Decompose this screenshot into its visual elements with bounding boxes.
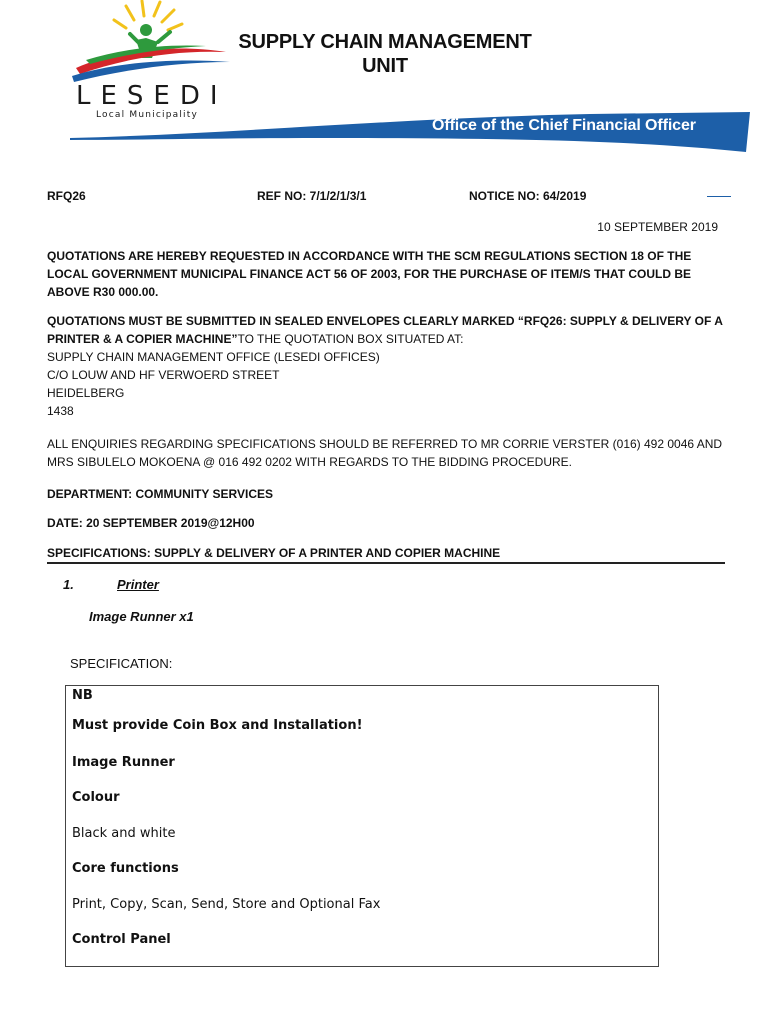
item-name: Printer bbox=[117, 577, 159, 592]
title-line-1: SUPPLY CHAIN MANAGEMENT bbox=[238, 31, 532, 53]
address-line: C/O LOUW AND HF VERWOERD STREET bbox=[47, 368, 280, 382]
specification-label: SPECIFICATION: bbox=[70, 656, 173, 671]
ref-number: REF NO: 7/1/2/1/3/1 bbox=[257, 189, 367, 203]
specification-box bbox=[65, 685, 659, 967]
svg-text:LESEDI: LESEDI bbox=[76, 81, 228, 111]
address-line: SUPPLY CHAIN MANAGEMENT OFFICE (LESEDI OFFICES) bbox=[47, 350, 380, 364]
svg-text:Local Municipality: Local Municipality bbox=[96, 110, 198, 120]
core-functions-label: Core functions bbox=[72, 861, 179, 876]
item-number: 1. bbox=[63, 577, 74, 592]
submission-instructions bbox=[47, 312, 727, 348]
closing-date-line: DATE: 20 SEPTEMBER 2019@12H00 bbox=[47, 516, 255, 530]
nb-label: NB bbox=[72, 688, 93, 703]
department-line: DEPARTMENT: COMMUNITY SERVICES bbox=[47, 487, 274, 501]
address-line: 1438 bbox=[47, 404, 74, 418]
enquiries-paragraph: ALL ENQUIRIES REGARDING SPECIFICATIONS SHOULD BE REFERRED TO MR CORRIE VERSTER (016) 492 0046 AND MRS SIBULELO MOKOENA @ 016 492 0202 WITH REGARDS TO THE BIDDING PROCEDURE. bbox=[47, 437, 723, 469]
colour-label: Colour bbox=[72, 790, 120, 805]
item-subtitle: Image Runner x1 bbox=[89, 609, 194, 624]
coin-box-notice: Must provide Coin Box and Installation! bbox=[72, 718, 363, 733]
specifications-heading: SPECIFICATIONS: SUPPLY & DELIVERY OF A PRINTER AND COPIER MACHINE bbox=[47, 546, 501, 560]
title-line-2: UNIT bbox=[362, 55, 408, 77]
control-panel-label: Control Panel bbox=[72, 932, 171, 947]
quotation-request-paragraph: QUOTATIONS ARE HEREBY REQUESTED IN ACCORDANCE WITH THE SCM REGULATIONS SECTION 18 OF THE LOCAL GOVERNMENT MUNICIPAL FINANCE ACT 56 OF 2003, FOR THE PURCHASE OF ITEM/S THAT COULD BE ABOVE R30 000.00. bbox=[47, 249, 692, 299]
core-functions-value: Print, Copy, Scan, Send, Store and Optional Fax bbox=[72, 897, 381, 912]
rfq-number: RFQ26 bbox=[47, 189, 86, 203]
heading-divider bbox=[47, 562, 725, 564]
meta-dash bbox=[707, 196, 731, 197]
address-block bbox=[47, 348, 727, 420]
submission-rest-text: TO THE QUOTATION BOX SITUATED AT: bbox=[237, 332, 464, 346]
document-title bbox=[190, 30, 580, 78]
notice-date: 10 SEPTEMBER 2019 bbox=[597, 220, 718, 234]
notice-number: NOTICE NO: 64/2019 bbox=[469, 189, 587, 203]
submission-bold-text: QUOTATIONS MUST BE SUBMITTED IN SEALED ENVELOPES CLEARLY MARKED “RFQ26: SUPPLY & DELIVERY OF A PRINTER & A COPIER MACHINE” bbox=[47, 314, 723, 346]
banner-text: Office of the Chief Financial Officer bbox=[432, 117, 696, 134]
address-line: HEIDELBERG bbox=[47, 386, 125, 400]
colour-value: Black and white bbox=[72, 826, 176, 841]
image-runner-label: Image Runner bbox=[72, 755, 175, 770]
